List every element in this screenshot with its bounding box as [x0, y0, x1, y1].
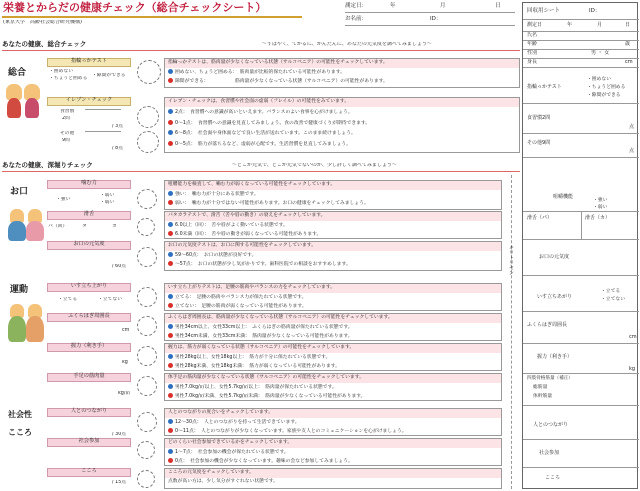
blue-dot-icon [168, 324, 173, 329]
red-dot-icon [168, 458, 173, 463]
side-t2[interactable]: ・立てない [601, 297, 625, 302]
eleven-line1 [85, 109, 121, 110]
side-name-label: 氏名 [527, 32, 538, 38]
eleven-c1: 食習慣 [60, 109, 75, 114]
red-dot-icon [168, 333, 173, 338]
side-height-unit: cm [625, 59, 633, 65]
eleven-r2: 0～1点： 食習慣への意識を見直してみましょう。食の改善で健康づくりが期待できます。 [175, 120, 371, 126]
akuryoku-title: 握力（利き手） [47, 343, 131, 352]
eleven-circle1[interactable] [137, 106, 159, 128]
side-male[interactable]: 男 [591, 50, 597, 56]
hito-score: / 30点 [112, 432, 127, 437]
kinniku-circle[interactable] [137, 376, 157, 396]
mouth-genki-desc: お口の元気度テストは、お口に関する可能性をチェックしています。 [165, 242, 501, 251]
kami-circle[interactable] [137, 189, 157, 209]
red-dot-icon [168, 200, 173, 205]
mouth-genki-score: / 60点 [112, 264, 127, 269]
side-age-unit: 歳 [625, 41, 631, 47]
blue-dot-icon [168, 130, 173, 135]
kokoro-desc: こころの元気度をチェックしています。 [165, 469, 501, 478]
katsu-unit: 回 [57, 224, 63, 229]
tachi-r2: 立てない： 足腰の筋肉が弱くなっている可能性があります。 [175, 303, 307, 309]
eleven-title: イレブン・チェック [47, 97, 131, 106]
overall-heading: あなたの健康、総合チェック [2, 40, 87, 48]
collection-sheet: 回収用シート ID： 測定日 年 月 日 氏名 年齢 歳 性別 男 ・ 女 身長 cm 指輪っかテスト ・囲めない ・ちょうど囲める ・隙間ができる 食習慣2問 点 その他9問 点 咀嚼機能 ・強い ・弱い 滑舌（パ） 滑舌（カ） お口の元気度 いす立ちあがり ・立てる ・立てない ふくらはぎ周囲長 cm 握力（利き手） kg 四肢骨格筋量（補正） 総筋量 体幹筋量 人とのつながり 社会参加 こころ [522, 2, 638, 489]
tachi-desc: いす立ち上がりテストは、足腰の筋肉やバランスの力をチェックしています。 [165, 284, 501, 293]
elderly-couple-illustration [4, 84, 44, 119]
fukura-circle[interactable] [137, 316, 157, 336]
name-block [345, 16, 367, 22]
mouth-genki-circle[interactable] [137, 247, 157, 267]
side-tachi: いす立ちあがり [537, 294, 573, 300]
blue-dot-icon [168, 191, 173, 196]
side-kami2[interactable]: ・弱い [593, 205, 608, 210]
side-other: その他9問 [527, 140, 551, 146]
kami-o1: ・強い [56, 197, 71, 202]
social-label: 社会性 [8, 410, 32, 419]
side-katsu1: 滑舌（パ） [527, 215, 553, 221]
side-sanka: 社会参加 [539, 450, 560, 456]
cut-line-label: キリトリセン [508, 245, 514, 275]
side-date-label: 測定日 [527, 22, 543, 28]
fukura-result-box [164, 313, 502, 341]
eleven-desc: イレブン・チェックは、食習慣や社会面の虚弱（フレイル）の可能性をみています。 [165, 98, 519, 107]
eleven-score2: / 8点 [112, 146, 123, 151]
eleven-score1: / 3点 [112, 124, 123, 129]
kami-o3: ・弱い [100, 200, 115, 205]
hito-r2: 0～11点： 人とのつながりが少なくなっています。家族や友人とのコミュニケーションを心がけましょう。 [175, 428, 407, 434]
kami-result-box [164, 180, 502, 210]
sanka-circle[interactable] [137, 441, 155, 459]
sanka-result-box [164, 438, 502, 466]
motor-label: 運動 [10, 285, 29, 295]
katsu-desc: パタカラテストで、滑舌（舌や唇の動き）の衰えをチェックしています。 [165, 212, 501, 221]
hito-result-box [164, 408, 502, 436]
side-b1: 総筋量 [533, 385, 548, 390]
kokoro-title: こころ [47, 468, 131, 477]
red-dot-icon [168, 303, 173, 308]
mouth-genki-title: お口の元気度 [47, 241, 131, 250]
org-label: (東京大学 高齢社会総合研究機構) [3, 20, 82, 25]
side-female[interactable]: 女 [604, 50, 610, 56]
page-title: 栄養とからだの健康チェック（総合チェックシート） [3, 1, 267, 14]
fukura-r1: 男性34cm以上、女性33cm以上： ふくらはぎの筋肉量が保たれている状態です。 [175, 325, 353, 330]
id-label: ID： [430, 16, 442, 22]
side-kokoro: こころ [545, 475, 561, 481]
kami-title: 噛む力 [47, 180, 131, 189]
hito-r1: 12～30点： 人とのつながりを持って生活できています。 [175, 420, 300, 425]
katsu-t: タ [82, 224, 87, 229]
sanka-r1: 1～7点： 社会参加の機会が保たれている状態です。 [175, 450, 289, 455]
red-dot-icon [168, 120, 173, 125]
tachi-o2: ・立てない [98, 297, 122, 302]
kami-desc: 咀嚼能力を検査して、噛む力が弱くなっている可能性をチェックしています。 [165, 181, 501, 190]
blue-dot-icon [168, 354, 173, 359]
katsu-r1: 6.0以上（回）： 舌や唇がよく動いている状態です。 [175, 223, 288, 228]
hito-title: 人とのつながり [47, 408, 131, 417]
yubiwa-opt1: ・囲めない [49, 69, 73, 74]
akuryoku-desc: 握力は、筋力が弱くなっている状態（サルコペニア）の可能性をチェックしています。 [165, 344, 501, 353]
mouth-genki-result-box [164, 241, 502, 271]
eleven-c2v: 9問 [62, 138, 70, 143]
side-month: 月 [597, 22, 603, 28]
yubiwa-r2: 隙間ができる： 筋肉量が少なくなっている状態（サルコペニア）の可能性があります。 [175, 78, 388, 84]
sanka-title: 社会参加 [47, 438, 131, 447]
side-y1[interactable]: ・囲めない [587, 77, 611, 82]
red-dot-icon [168, 428, 173, 433]
akuryoku-circle[interactable] [137, 346, 157, 366]
akuryoku-unit: kg [122, 360, 128, 365]
katsu-k: カ [112, 224, 117, 229]
side-b2: 体幹筋量 [533, 394, 553, 399]
kinniku-r1: 男性7.0kg/㎡以上、女性5.7kg/㎡以上： 筋肉量が保たれている状態です。 [175, 385, 337, 390]
yubiwa-check-circle[interactable] [137, 60, 161, 84]
kokoro-circle[interactable] [137, 470, 155, 488]
fukura-unit: cm [122, 328, 130, 333]
kinniku-desc: 体手足の筋肉量が少なくなっている状態（サルコペニア）の可能性をチェックしています。 [165, 374, 501, 383]
yubiwa-r1: 囲めない、ちょうど囲める： 筋肉量が比較的保たれている可能性があります。 [175, 70, 345, 75]
eleven-result-box [164, 97, 520, 153]
side-point-1: 点 [629, 124, 635, 130]
side-kami: 咀嚼機能 [553, 194, 574, 200]
title-underline [2, 16, 302, 18]
blue-dot-icon [168, 69, 173, 74]
mouth-illustration [6, 205, 46, 243]
blue-dot-icon [168, 449, 173, 454]
kokoro-label: こころ [8, 428, 32, 437]
red-dot-icon [168, 231, 173, 236]
mouth-genki-r1: 59～60点： お口の状態が良好です。 [175, 253, 257, 258]
eleven-r3: 6～8点： 社会面や身体面などで良い生活が送れています。このまま続けましょう。 [175, 131, 356, 137]
fukura-desc: ふくらはぎ周囲長は、筋肉量が少なくなっている状態（サルコペニア）の可能性をチェックしています。 [165, 314, 501, 323]
side-sex-label: 性別 [527, 50, 538, 56]
akuryoku-result-box [164, 343, 502, 371]
side-y2[interactable]: ・ちょうど囲める [587, 85, 626, 90]
sanka-r2: 0点： 社会参加の機会が少なくなっています。趣味の会など参加してみましょう。 [175, 458, 353, 464]
kokoro-r1: 点数が高い方は、少し気分がすぐれない状態です。 [168, 479, 278, 484]
katsu-p: パ [48, 224, 53, 229]
eleven-r4: 0～5点： 筋力が落ちるなど、虚弱が心配です。生活習慣を見直してみましょう。 [175, 141, 352, 147]
yubiwa-result-box [164, 58, 520, 88]
side-aku-unit: kg [629, 366, 636, 372]
deep-tagline: ～どこが元気で、どこが元気でないのか、少し詳しく調べてみましょう～ [232, 163, 397, 168]
mouth-label: お口 [10, 187, 29, 197]
katsu-title: 滑舌 [47, 211, 131, 220]
side-point-2: 点 [629, 148, 635, 154]
akuryoku-r1: 男性28kg以上、女性18kg以上： 筋力が十分に保たれている状態です。 [175, 355, 331, 360]
katsu-result-box [164, 211, 502, 239]
year-label: 年 [390, 3, 396, 9]
cut-line [511, 175, 512, 489]
yubiwa-desc: 指輪っかテストは、筋肉量が少なくなっている状態（サルコペニア）の可能性をチェックしています。 [165, 59, 519, 68]
side-id-label: ID： [589, 8, 601, 14]
date-block [345, 3, 515, 9]
kami-o2: ・弱い [100, 193, 115, 198]
fukura-r2: 男性34cm未満、女性33cm未満： 筋肉量が少なくなっている可能性があります。 [175, 333, 353, 339]
date-line [345, 12, 515, 13]
red-dot-icon [168, 393, 173, 398]
name-label: お名前： [345, 16, 368, 22]
kami-r2: 弱い： 噛む力が十分ではない可能性があります。お口の健康をチェックしてみましょう。 [175, 200, 369, 206]
month-label: 月 [440, 3, 446, 9]
eleven-circle2[interactable] [137, 131, 159, 153]
red-dot-icon [168, 261, 173, 266]
eleven-c2: その他 [60, 131, 75, 136]
day-label: 日 [495, 3, 501, 9]
overall-label: 総合 [8, 68, 27, 78]
kinniku-title: 手足の筋肉量 [47, 373, 131, 382]
blue-dot-icon [168, 109, 173, 114]
blue-dot-icon [168, 294, 173, 299]
fukura-title: ふくらはぎ周囲長 [47, 313, 131, 322]
red-dot-icon [168, 78, 173, 83]
deep-heading: あなたの健康、深堀りチェック [2, 161, 93, 169]
side-kami1[interactable]: ・強い [593, 198, 608, 203]
date-label: 測定日： [345, 3, 368, 9]
mouth-genki-r2: ～57点： お口の状態が少し気がかりです。歯科医院での相談をおすすめします。 [175, 261, 351, 267]
deep-section-header [2, 160, 520, 172]
blue-dot-icon [168, 384, 173, 389]
red-dot-icon [168, 363, 173, 368]
blue-dot-icon [168, 252, 173, 257]
side-t1[interactable]: ・立てる [601, 289, 621, 294]
eleven-r1: 2点： 食習慣への意識が高いといえます。バランスのよい食事を心がけましょう。 [175, 110, 353, 115]
side-food: 食習慣2問 [527, 115, 551, 121]
overall-section-header [2, 39, 520, 51]
kokoro-score: / 15点 [112, 480, 127, 485]
side-fukura-unit: cm [629, 334, 637, 340]
kinniku-r2: 男性7.0kg/㎡未満、女性5.7kg/㎡未満： 筋肉量が少なくなっている可能性があります。 [175, 393, 366, 399]
tachi-o1: ・立てる [58, 297, 78, 302]
side-title: 回収用シート [527, 8, 561, 14]
kokoro-result-box [164, 468, 502, 489]
side-height-label: 身長 [527, 59, 538, 65]
hito-desc: 人とのつながりの度合いをチェックしています。 [165, 409, 501, 418]
motor-illustration [6, 300, 46, 345]
tachi-r1: 立てる： 足腰の筋肉やバランス力が保たれている状態です。 [175, 295, 307, 300]
hito-circle[interactable] [137, 412, 157, 432]
blue-dot-icon [168, 419, 173, 424]
side-genki: お口の元気度 [539, 254, 570, 260]
akuryoku-r2: 男性28kg未満、女性18kg未満： 筋力が弱くなっている可能性があります。 [175, 363, 340, 369]
overall-tagline: ～すばやく、てがるに、かんたんに、あなたの元気度を調べてみましょう～ [262, 42, 432, 47]
side-bmi: 四肢骨格筋量（補正） [527, 376, 573, 381]
kinniku-result-box [164, 373, 502, 401]
yubiwa-title: 指輪っかテスト [47, 58, 131, 67]
side-day: 日 [625, 22, 631, 28]
tachi-result-box [164, 283, 502, 311]
katsu-r2: 6.0未満（回）： 舌や唇の動きが弱くなっている可能性があります。 [175, 231, 322, 237]
side-katsu2: 滑舌（カ） [585, 215, 611, 221]
name-line [345, 25, 515, 26]
kami-r1: 強い： 噛む力が十分にある状態です。 [175, 192, 259, 197]
side-aku: 握力（利き手） [537, 354, 573, 360]
side-yubiwa: 指輪っかテスト [527, 84, 562, 90]
side-y3[interactable]: ・隙間ができる [587, 93, 621, 98]
katsu-circle[interactable] [137, 218, 155, 236]
yubiwa-opt3: ・隙間ができる [92, 73, 126, 78]
side-year: 年 [567, 22, 573, 28]
tachi-title: いす立ち上がり [47, 283, 131, 292]
yubiwa-opt2: ・ちょうど囲める [49, 76, 88, 81]
side-hito: 人とのつながり [533, 422, 569, 428]
side-fukura: ふくらはぎ周囲長 [527, 322, 568, 328]
tachi-circle[interactable] [137, 287, 157, 307]
kinniku-unit: kg/㎡ [118, 391, 131, 396]
blue-dot-icon [168, 222, 173, 227]
sanka-desc: どのくらい社会参加できているかをチェックしています。 [165, 439, 501, 448]
red-dot-icon [168, 141, 173, 146]
side-age-label: 年齢 [527, 41, 538, 47]
eleven-line2 [85, 131, 121, 132]
eleven-c1v: 2問 [62, 116, 70, 121]
